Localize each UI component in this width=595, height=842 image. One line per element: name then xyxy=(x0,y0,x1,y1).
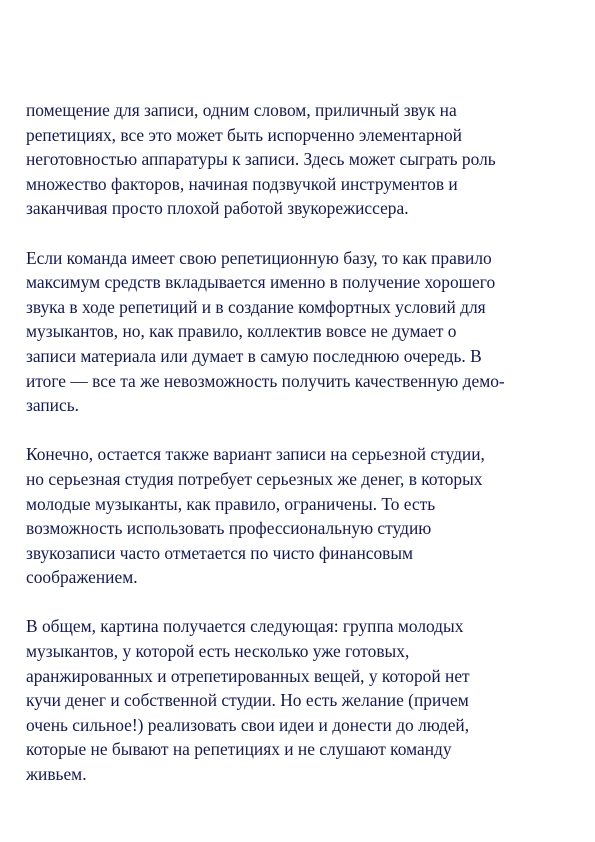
paragraph-4 xyxy=(26,614,586,786)
text-line: молодые музыканты, как правило, ограничены. То есть xyxy=(26,493,436,514)
text-line: В общем, картина получается следующая: группа молодых xyxy=(26,616,464,637)
text-line: помещение для записи, одним словом, приличный звук на xyxy=(26,100,457,120)
text-line: кучи денег и собственной студии. Но есть желание (причем xyxy=(26,690,469,711)
text-line: музыкантов, у которой есть несколько уже готовых, xyxy=(26,641,410,662)
text-line: музыкантов, но, как правило, коллектив вовсе не думает о xyxy=(26,321,457,342)
text-line: запись. xyxy=(26,395,79,416)
text-line: звукозаписи часто отметается по чисто финансовым xyxy=(26,542,414,563)
text-line: очень сильное!) реализовать свои идеи и донести до людей, xyxy=(26,714,470,735)
text-line: но серьезная студия потребует серьезных же денег, в которых xyxy=(26,468,483,489)
text-line: возможность использовать профессиональную студию xyxy=(26,518,432,539)
text-line: аранжированных и отрепетированных вещей, у которой нет xyxy=(26,665,470,686)
paragraph-2 xyxy=(26,246,586,418)
text-line: неготовностью аппаратуры к записи. Здесь может сыграть роль xyxy=(26,149,496,170)
text-line: заканчивая просто плохой работой звукорежиссера. xyxy=(26,198,409,219)
paragraph-3 xyxy=(26,442,586,590)
text-line: записи материала или думает в самую последнюю очередь. В xyxy=(26,345,482,366)
text-line: Если команда имеет свою репетиционную базу, то как правило xyxy=(26,247,492,268)
text-line: живьем. xyxy=(26,764,87,785)
text-line: звука в ходе репетиций и в создание комфортных условий для xyxy=(26,296,486,317)
text-line: итоге — все та же невозможность получить качественную демо- xyxy=(26,370,505,391)
text-line: множество факторов, начиная подзвучкой инструментов и xyxy=(26,173,458,194)
text-line: репетициях, все это может быть испорченно элементарной xyxy=(26,124,462,145)
text-line: которые не бывают на репетициях и не слушают команду xyxy=(26,739,452,760)
paragraph-1 xyxy=(26,98,586,221)
text-line: соображением. xyxy=(26,567,138,588)
body-text xyxy=(26,98,586,811)
text-line: максимум средств вкладывается именно в получение хорошего xyxy=(26,272,496,293)
text-line: Конечно, остается также вариант записи на серьезной студии, xyxy=(26,444,485,465)
